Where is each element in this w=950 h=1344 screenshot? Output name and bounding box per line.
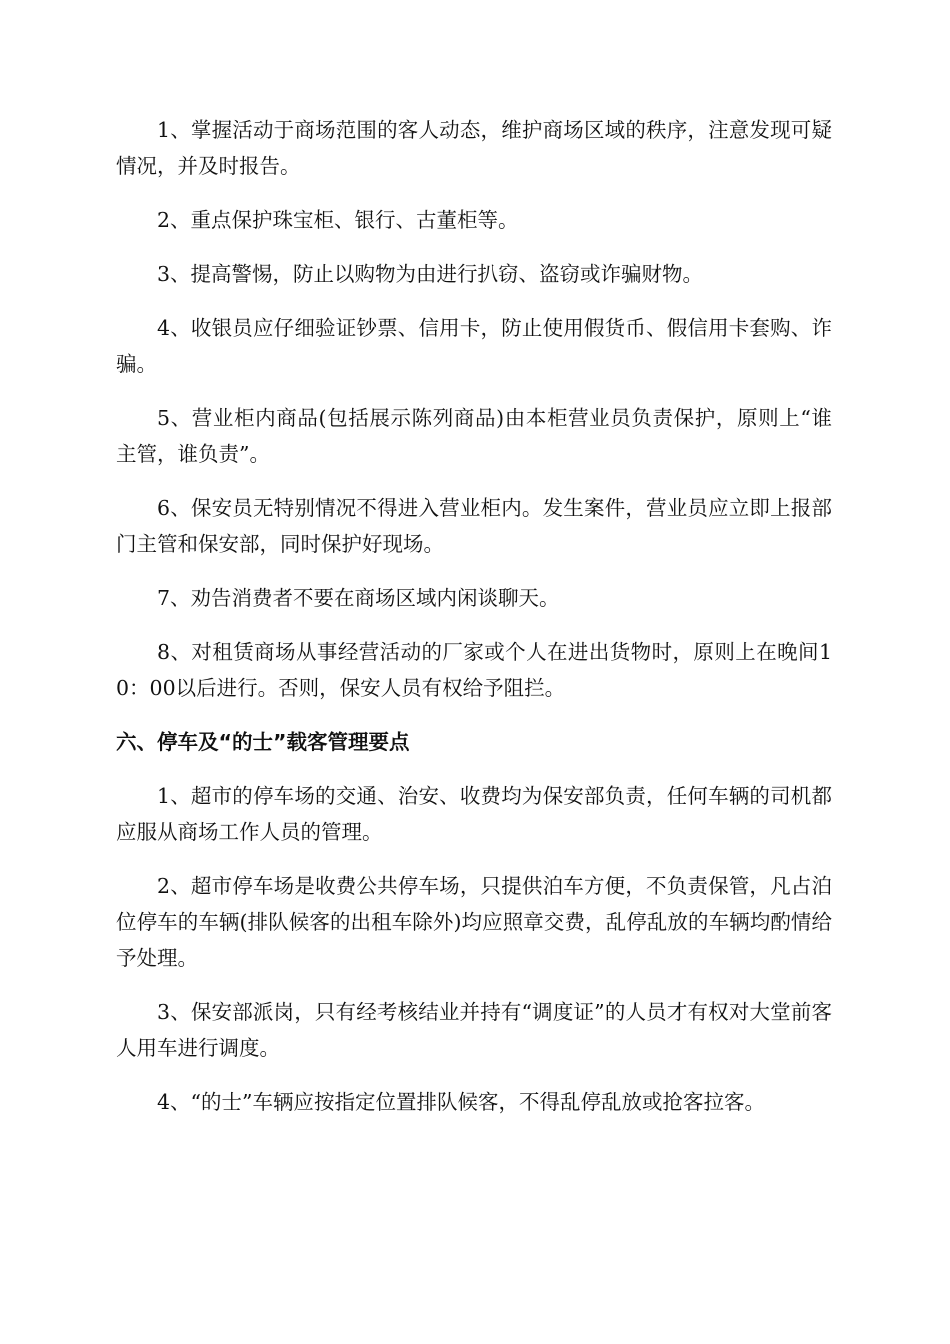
paragraph-6: 6、保安员无特别情况不得进入营业柜内。发生案件，营业员应立即上报部门主管和保安部，同时保护好现场。 [116, 496, 832, 556]
paragraph-7: 7、劝告消费者不要在商场区域内闲谈聊天。 [157, 586, 560, 610]
parking-paragraph-3: 3、保安部派岗，只有经考核结业并持有“调度证”的人员才有权对大堂前客人用车进行调度。 [116, 1000, 832, 1060]
parking-paragraph-1: 1、超市的停车场的交通、治安、收费均为保安部负责，任何车辆的司机都应服从商场工作人员的管理。 [116, 784, 832, 844]
section-heading-parking: 六、停车及“的士”载客管理要点 [116, 730, 410, 754]
paragraph-8: 8、对租赁商场从事经营活动的厂家或个人在进出货物时，原则上在晚间10：00以后进行。否则，保安人员有权给予阻拦。 [116, 640, 832, 700]
paragraph-2: 2、重点保护珠宝柜、银行、古董柜等。 [157, 208, 519, 232]
paragraph-3: 3、提高警惕，防止以购物为由进行扒窃、盗窃或诈骗财物。 [157, 262, 704, 286]
paragraph-4: 4、收银员应仔细验证钞票、信用卡，防止使用假货币、假信用卡套购、诈骗。 [116, 316, 832, 376]
parking-paragraph-2: 2、超市停车场是收费公共停车场，只提供泊车方便，不负责保管，凡占泊位停车的车辆(排队候客的出租车除外)均应照章交费，乱停乱放的车辆均酌情给予处理。 [116, 874, 832, 970]
parking-paragraph-4: 4、“的士”车辆应按指定位置排队候客，不得乱停乱放或抢客拉客。 [157, 1090, 766, 1114]
document-page [116, 112, 832, 1138]
paragraph-5: 5、营业柜内商品(包括展示陈列商品)由本柜营业员负责保护，原则上“谁主管，谁负责”。 [116, 406, 832, 466]
paragraph-1: 1、掌握活动于商场范围的客人动态，维护商场区域的秩序，注意发现可疑情况，并及时报告。 [116, 118, 832, 178]
